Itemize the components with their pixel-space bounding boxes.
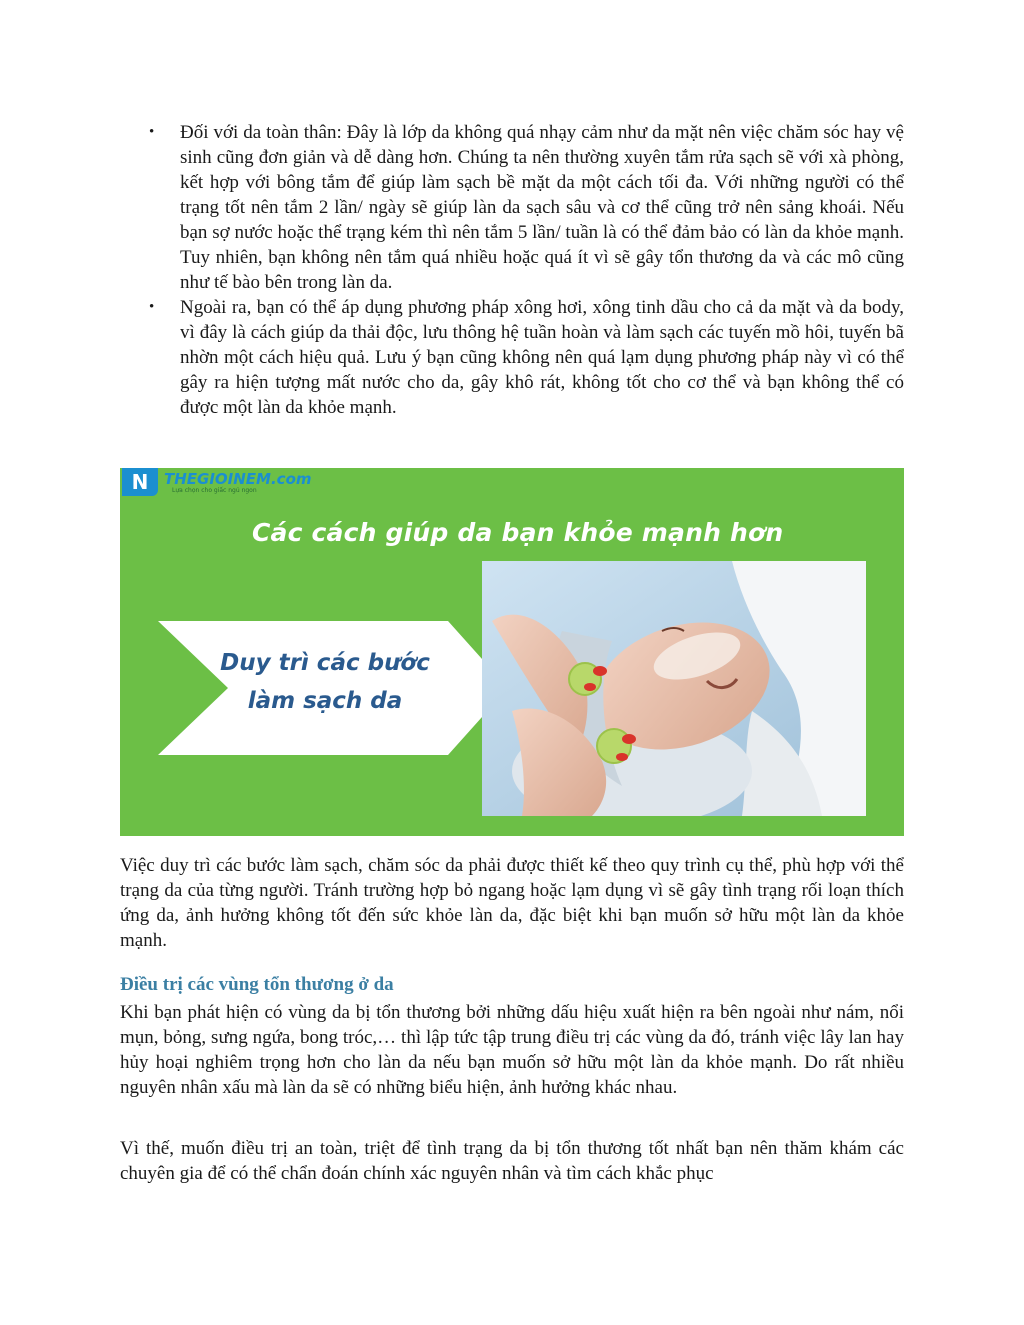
facial-care-photo: [482, 561, 866, 816]
bullet-list: [120, 120, 904, 420]
banner-title: Các cách giúp da bạn khỏe mạnh hơn: [252, 518, 784, 547]
logo-text: THEGIOINEM.com: [164, 470, 312, 488]
paragraph-after-image: [120, 853, 904, 953]
body-paragraph: Việc duy trì các bước làm sạch, chăm sóc da phải được thiết kế theo quy trình cụ thể, phù hợp với thể trạng da của từng người. Tránh trường hợp bỏ ngang hoặc lạm dụng vì sẽ gây tình trạng rối loạn thích ứng da, ảnh hưởng không tốt đến sức khỏe làn da, đặc biệt khi bạn muốn sở hữu một làn da khỏe mạnh.: [120, 855, 904, 951]
section-heading: Điều trị các vùng tổn thương ở da: [120, 974, 394, 995]
logo-mark-icon: N: [122, 468, 158, 496]
section-heading-block: [120, 972, 904, 997]
banner-image: [120, 468, 904, 836]
paragraph-3-block: [120, 1136, 904, 1186]
bullet-marker: •: [149, 124, 155, 140]
arrow-caption: [220, 644, 430, 720]
arrow-caption-line-1: Duy trì các bước: [220, 650, 430, 676]
logo-tagline: Lựa chọn cho giấc ngủ ngon: [172, 487, 257, 494]
bullet-marker: •: [149, 299, 155, 315]
paragraph-2-block: [120, 1000, 904, 1100]
body-paragraph: Vì thế, muốn điều trị an toàn, triệt để tình trạng da bị tổn thương tốt nhất bạn nên thăm khám các chuyên gia để có thể chẩn đoán chính xác nguyên nhân và tìm cách khắc phục: [120, 1138, 904, 1184]
list-item: [120, 120, 904, 295]
bullet-text: Đối với da toàn thân: Đây là lớp da không quá nhạy cảm như da mặt nên việc chăm sóc hay vệ sinh cũng đơn giản và dễ dàng hơn. Chúng ta nên thường xuyên tắm rửa sạch sẽ với xà phòng, kết hợp với bông tắm để giúp làm sạch bề mặt da một cách tối đa. Với những người có thể trạng tốt nên tắm 2 lần/ ngày sẽ giúp làn da sạch sâu và cơ thể cũng trở nên sảng khoái. Nếu bạn sợ nước hoặc thể trạng kém thì nên tắm 5 lần/ tuần là có thể đảm bảo có làn da khỏe mạnh. Tuy nhiên, bạn không nên tắm quá nhiều hoặc quá ít vì sẽ gây tổn thương da và các mô cũng như tế bào bên trong làn da.: [180, 122, 904, 293]
document-body: [120, 120, 904, 420]
arrow-caption-line-2: làm sạch da: [247, 688, 403, 714]
logo: [120, 468, 320, 498]
list-item: [120, 295, 904, 420]
body-paragraph: Khi bạn phát hiện có vùng da bị tổn thương bởi những dấu hiệu xuất hiện ra bên ngoài như nám, nổi mụn, bỏng, sưng ngứa, bong tróc,… thì lập tức tập trung điều trị các vùng da đó, tránh việc lây lan hay hủy hoại nghiêm trọng hơn cho làn da nếu bạn muốn sở hữu một làn da khỏe mạnh. Do rất nhiều nguyên nhân xấu mà làn da sẽ có những biểu hiện, ảnh hưởng khác nhau.: [120, 1002, 904, 1098]
bullet-text: Ngoài ra, bạn có thể áp dụng phương pháp xông hơi, xông tinh dầu cho cả da mặt và da body, vì đây là cách giúp da thải độc, lưu thông hệ tuần hoàn và làm sạch các tuyến mồ hôi, tuyến bã nhờn một cách hiệu quả. Lưu ý bạn cũng không nên quá lạm dụng phương pháp này vì có thể gây ra hiện tượng mất nước cho da, gây khô rát, không tốt cho cơ thể và bạn không thể có được một làn da khỏe mạnh.: [180, 297, 904, 418]
